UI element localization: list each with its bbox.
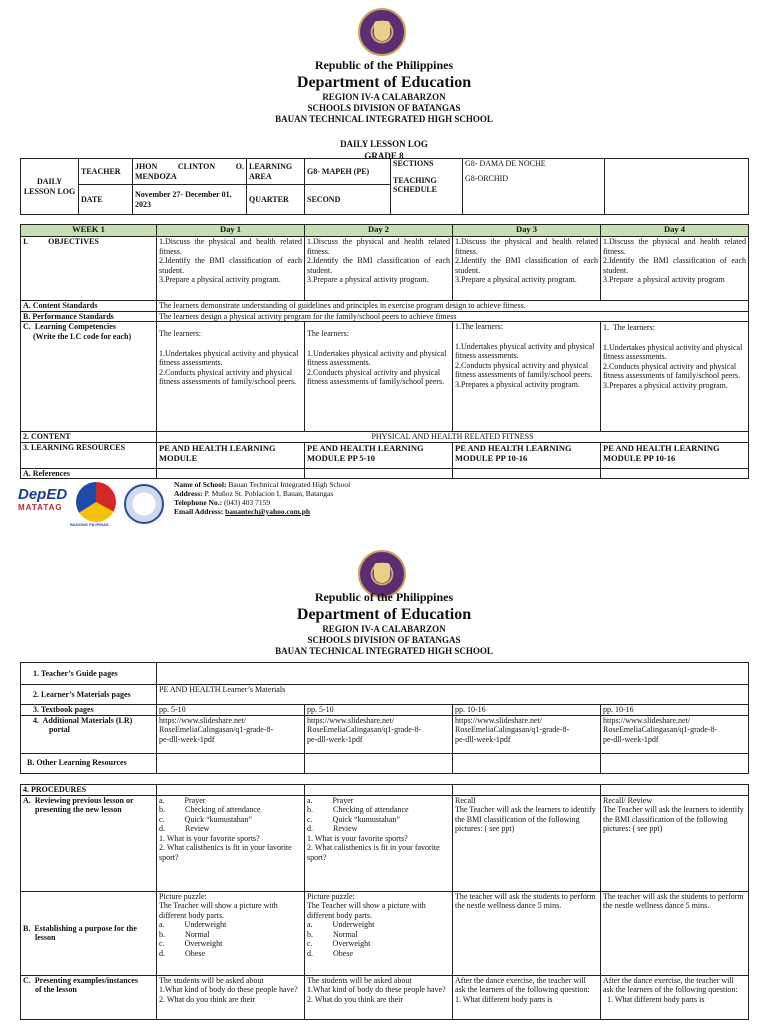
school-seal-icon [124, 484, 164, 524]
objective-1: 1.Discuss the physical and health related fitness. [455, 237, 600, 256]
performance-standards-label: B. Performance Standards [21, 311, 157, 322]
c-question: 1. What different body parts is [603, 994, 705, 1004]
a-question-2: 2. What calisthenics is fit in your favorite sport? [307, 843, 442, 862]
comp-2: 2.Conducts physical activity and physical fitness assessments of family/school peers. [307, 367, 445, 386]
sections-value-cell [463, 159, 605, 215]
resources-day-4: PE AND HEALTH LEARNING MODULE PP 10-16 [601, 442, 749, 468]
date-label: DATE [79, 185, 133, 215]
examples-day-2 [305, 975, 453, 1019]
competencies-label-1: C. Learning Competencies [23, 322, 116, 331]
reviewing-day-2 [305, 795, 453, 891]
a-question-1: 1. What is your favorite sports? [159, 833, 260, 843]
a-item: b. Checking of attendance [159, 805, 261, 814]
page-header [0, 58, 768, 125]
references-day-2 [305, 468, 453, 479]
telephone-label: Telephone No.: [174, 498, 223, 507]
b-item: b. Normal [307, 929, 358, 939]
resources-table [20, 662, 749, 774]
teaching-schedule-label: TEACHING SCHEDULE [393, 175, 439, 194]
additional-materials-day-2[interactable] [305, 715, 453, 753]
week-label: WEEK 1 [21, 225, 157, 237]
references-day-1 [157, 468, 305, 479]
objective-1: 1.Discuss the physical and health related fitness. [159, 237, 304, 256]
procedures-day-3 [453, 785, 601, 796]
resources-day-1: PE AND HEALTH LEARNING MODULE [157, 442, 305, 468]
c-text-3: 2. What do you think are their [307, 994, 404, 1004]
performance-standards-value: The learners design a physical activity program for the family/school peers to achieve fitness [157, 311, 749, 322]
school-text: BAUAN TECHNICAL INTEGRATED HIGH SCHOOL [275, 646, 493, 656]
competencies-day-1 [157, 322, 305, 432]
teachers-guide-label: 1. Teacher’s Guide pages [21, 663, 157, 685]
presenting-examples-label [21, 975, 157, 1019]
week-table [20, 224, 749, 479]
date-value: November 27- December 01, 2023 [133, 185, 247, 215]
school-name-label: Name of School: [174, 480, 227, 489]
comp-1: 1.Undertakes physical activity and physical fitness assessments. [307, 348, 449, 367]
examples-day-4 [601, 975, 749, 1019]
objectives-day-4 [601, 237, 749, 301]
procedures-day-2 [305, 785, 453, 796]
am-link[interactable]: pe-dll-week-1pdf [159, 734, 215, 744]
other-resources-day-2 [305, 753, 453, 773]
reviewing-day-3 [453, 795, 601, 891]
textbook-day-3: pp. 10-16 [453, 705, 601, 716]
objectives-day-2 [305, 237, 453, 301]
objective-3: 3.Prepare a physical activity program. [455, 275, 577, 284]
c-label-1: C. Presenting examples/instances [23, 975, 138, 985]
learners-materials-value: PE AND HEALTH Learner’s Materials [157, 685, 749, 705]
a-item: d. Review [159, 824, 210, 833]
recall-label: Recall [455, 795, 476, 805]
comp-1: 1.Undertakes physical activity and physical fitness assessments. [455, 341, 597, 360]
comp-1: 1.Undertakes physical activity and physical fitness assessments. [159, 348, 301, 367]
establishing-purpose-label [21, 891, 157, 975]
content-standards-label: A. Content Standards [21, 301, 157, 312]
email-label: Email Address: [174, 507, 224, 516]
daily-lesson-log-label: DAILY LESSON LOG [21, 159, 79, 215]
purpose-day-1 [157, 891, 305, 975]
bagong-pilipinas-logo-icon [76, 482, 116, 522]
telephone-value: (043) 403 7159 [223, 498, 271, 507]
daily-lesson-log-title: DAILY LESSON LOG [340, 139, 428, 149]
picture-puzzle-label: Picture puzzle: [159, 891, 207, 901]
section-2: G8-ORCHID [465, 173, 509, 183]
sections-schedule-cell [391, 159, 463, 215]
reviewing-lesson-label [21, 795, 157, 891]
procedures-day-4 [601, 785, 749, 796]
teacher-value: JHON CLINTON O. MENDOZA [133, 159, 247, 185]
c-label-2: of the lesson [35, 985, 77, 994]
page-header [0, 590, 768, 657]
teacher-label: TEACHER [79, 159, 133, 185]
am-link[interactable]: pe-dll-week-1pdf [455, 734, 511, 744]
learning-competencies-label [21, 322, 157, 432]
c-question: 1. What different body parts is [455, 994, 553, 1004]
examples-day-1 [157, 975, 305, 1019]
am-link[interactable]: pe-dll-week-1pdf [603, 734, 659, 744]
b-item: d. Obese [307, 948, 353, 958]
competencies-label-2: (Write the LC code for each) [33, 331, 132, 341]
school-text: BAUAN TECHNICAL INTEGRATED HIGH SCHOOL [275, 114, 493, 124]
b-item: c. Overweight [307, 939, 371, 948]
school-contact-info [174, 480, 350, 516]
other-resources-label: B. Other Learning Resources [21, 753, 157, 773]
objective-2: 2.Identify the BMI classification of each student. [307, 256, 452, 275]
department-title: Department of Education [296, 74, 472, 91]
objective-2: 2.Identify the BMI classification of each student. [603, 256, 748, 275]
department-title: Department of Education [296, 606, 472, 623]
objective-1: 1.Discuss the physical and health related fitness. [307, 237, 452, 256]
division-text: SCHOOLS DIVISION OF BATANGAS [307, 103, 461, 113]
objective-1: 1.Discuss the physical and health related fitness. [603, 237, 748, 256]
recall-text: The Teacher will ask the learners to identify the BMI classification of the following pictures: ( see ppt) [603, 805, 746, 833]
deped-seal-icon [358, 8, 406, 56]
learning-area-label: LEARNING AREA [247, 159, 305, 185]
am-link[interactable]: https://www.slideshare.net/ [159, 715, 247, 725]
reviewing-day-1 [157, 795, 305, 891]
additional-materials-label [21, 715, 157, 753]
day-4-header: Day 4 [601, 225, 749, 237]
am-link[interactable]: https://www.slideshare.net/ [603, 715, 691, 725]
republic-text: Republic of the Philippines [314, 58, 454, 72]
b-label-2: lesson [35, 933, 56, 942]
schedule-empty-cell [605, 159, 749, 215]
comp-2: 2.Conducts physical activity and physical fitness assessments of family/school peers. [159, 367, 297, 386]
b-item: c. Overweight [159, 939, 223, 948]
deped-logo-text: DepED [18, 486, 68, 503]
a-label-1: A. Reviewing previous lesson or [23, 795, 134, 805]
learning-resources-label: 3. LEARNING RESOURCES [21, 442, 157, 468]
comp-2: 2.Conducts physical activity and physical fitness assessments of family/school peers. [455, 360, 593, 379]
day-3-header: Day 3 [453, 225, 601, 237]
objectives-label [21, 237, 157, 301]
page-footer [0, 478, 768, 528]
region-text: REGION IV-A CALABARZON [322, 92, 446, 102]
procedures-label: 4. PROCEDURES [21, 785, 157, 796]
purpose-day-2 [305, 891, 453, 975]
other-resources-day-1 [157, 753, 305, 773]
other-resources-day-4 [601, 753, 749, 773]
b-item: a. Underweight [159, 920, 227, 929]
content-standards-value: The learners demonstrate understanding of guidelines and principles in exercise program design to achieve fitness. [157, 301, 749, 312]
comp-3: 3.Prepares a physical activity program. [455, 379, 580, 389]
a-item: b. Checking of attendance [307, 805, 409, 814]
am-label-2: portal [49, 725, 70, 734]
objectives-day-1 [157, 237, 305, 301]
comp-1: 1.Undertakes physical activity and physical fitness assessments. [603, 342, 745, 361]
learning-area-value: G8- MAPEH (PE) [305, 159, 391, 185]
b-label-1: B. Establishing a purpose for the [23, 923, 137, 933]
additional-materials-day-1[interactable] [157, 715, 305, 753]
references-day-3 [453, 468, 601, 479]
c-text-1: The students will be asked about [307, 975, 412, 985]
school-name-value: Bauan Technical Integrated High School [228, 480, 351, 489]
lesson-info-table [20, 158, 749, 215]
am-link[interactable]: pe-dll-week-1pdf [307, 734, 363, 744]
resources-day-2: PE AND HEALTH LEARNING MODULE PP 5-10 [305, 442, 453, 468]
c-text-3: 2. What do you think are their [159, 994, 256, 1004]
c-text-2: 1.What kind of body do these people have? [307, 985, 446, 994]
page-2 [0, 540, 768, 1024]
a-item: c. Quick “kumustahan” [159, 814, 252, 824]
comp-2: 2.Conducts physical activity and physical fitness assessments of family/school peers. [603, 361, 741, 380]
a-question-2: 2. What calisthenics is fit in your favorite sport? [159, 843, 294, 862]
bagong-pilipinas-text: BAGONG PILIPINAS [70, 522, 109, 527]
additional-materials-day-4[interactable] [601, 715, 749, 753]
procedures-table [20, 784, 749, 1020]
textbook-pages-label: 3. Textbook pages [21, 705, 157, 716]
recall-review-label: Recall/ Review [603, 795, 653, 805]
textbook-day-4: pp. 10-16 [601, 705, 749, 716]
objectives-day-3 [453, 237, 601, 301]
objective-3: 3.Prepare a physical activity program [603, 275, 725, 284]
c-text-1: After the dance exercise, the teacher will ask the learners of the following question: [455, 975, 590, 994]
c-text-1: The students will be asked about [159, 975, 264, 985]
learners-materials-label: 2. Learner’s Materials pages [21, 685, 157, 705]
am-link[interactable]: https://www.slideshare.net/ [455, 715, 543, 725]
other-resources-day-3 [453, 753, 601, 773]
references-label: A. References [21, 468, 157, 479]
teachers-guide-value [157, 663, 749, 685]
objectives-label-text: I. OBJECTIVES [23, 237, 99, 246]
am-link[interactable]: RoseEmeliaCalingasan/q1-grade-8- [455, 725, 570, 734]
purpose-dance-text: The teacher will ask the students to perform the nestle wellness dance 5 mins. [455, 891, 598, 910]
procedures-day-1 [157, 785, 305, 796]
recall-text: The Teacher will ask the learners to identify the BMI classification of the following pictures: ( see ppt) [455, 805, 598, 833]
c-text-1: After the dance exercise, the teacher will ask the learners of the following question: [603, 975, 738, 994]
am-link[interactable]: RoseEmeliaCalingasan/q1-grade-8- [159, 725, 274, 734]
textbook-day-1: pp. 5-10 [157, 705, 305, 716]
competencies-day-3 [453, 322, 601, 432]
a-item: a. Prayer [307, 795, 354, 805]
textbook-day-2: pp. 5-10 [305, 705, 453, 716]
purpose-day-4 [601, 891, 749, 975]
reviewing-day-4 [601, 795, 749, 891]
deped-matatag-logo [18, 486, 66, 518]
comp-intro: 1.The learners: [455, 322, 503, 331]
division-text: SCHOOLS DIVISION OF BATANGAS [307, 635, 461, 645]
objective-2: 2.Identify the BMI classification of each student. [455, 256, 600, 275]
purpose-dance-text: The teacher will ask the students to perform the nestle wellness dance 5 mins. [603, 891, 746, 910]
grade-title: GRADE 8 [364, 151, 404, 161]
am-link[interactable]: RoseEmeliaCalingasan/q1-grade-8- [307, 725, 422, 734]
additional-materials-day-3[interactable] [453, 715, 601, 753]
competencies-day-2 [305, 322, 453, 432]
republic-text: Republic of the Philippines [314, 590, 454, 604]
day-2-header: Day 2 [305, 225, 453, 237]
a-label-2: presenting the new lesson [35, 805, 122, 814]
purpose-day-3 [453, 891, 601, 975]
picture-puzzle-label: Picture puzzle: [307, 891, 355, 901]
a-item: c. Quick “kumustahan” [307, 814, 400, 824]
region-text: REGION IV-A CALABARZON [322, 624, 446, 634]
resources-day-3: PE AND HEALTH LEARNING MODULE PP 10-16 [453, 442, 601, 468]
a-question-1: 1. What is your favorite sports? [307, 833, 408, 843]
quarter-label: QUARTER [247, 185, 305, 215]
b-item: d. Obese [159, 948, 205, 958]
a-item: d. Review [307, 824, 358, 833]
address-label: Address: [174, 489, 203, 498]
comp-3: 3.Prepares a physical activity program. [603, 380, 728, 390]
examples-day-3 [453, 975, 601, 1019]
am-label-1: 4. Additional Materials (LR) [33, 715, 133, 725]
address-value: P. Muñoz St. Poblacion I, Bauan, Batangas [204, 489, 334, 498]
purpose-text: The Teacher will show a picture with different body parts. [159, 901, 280, 920]
section-1: G8- DAMA DE NOCHE [465, 159, 546, 168]
comp-intro: The learners: [159, 329, 201, 338]
objective-3: 3.Prepare a physical activity program. [159, 275, 281, 284]
objective-3: 3.Prepare a physical activity program. [307, 275, 429, 284]
b-item: b. Normal [159, 929, 210, 939]
objective-2: 2.Identify the BMI classification of each student. [159, 256, 304, 275]
day-1-header: Day 1 [157, 225, 305, 237]
references-day-4 [601, 468, 749, 479]
content-value: PHYSICAL AND HEALTH RELATED FITNESS [157, 432, 749, 443]
matatag-logo-text: MATATAG [18, 503, 63, 512]
c-text-2: 1.What kind of body do these people have? [159, 985, 298, 994]
am-link[interactable]: https://www.slideshare.net/ [307, 715, 395, 725]
purpose-text: The Teacher will show a picture with different body parts. [307, 901, 428, 920]
comp-intro: 1. The learners: [603, 323, 655, 332]
sections-label: SECTIONS [393, 159, 434, 168]
competencies-day-4 [601, 322, 749, 432]
a-item: a. Prayer [159, 795, 206, 805]
content-label: 2. CONTENT [21, 432, 157, 443]
quarter-value: SECOND [305, 185, 391, 215]
b-item: a. Underweight [307, 920, 375, 929]
am-link[interactable]: RoseEmeliaCalingasan/q1-grade-8- [603, 725, 718, 734]
email-link[interactable]: bauantech@yahoo.com.ph [225, 507, 311, 516]
comp-intro: The learners: [307, 329, 349, 338]
